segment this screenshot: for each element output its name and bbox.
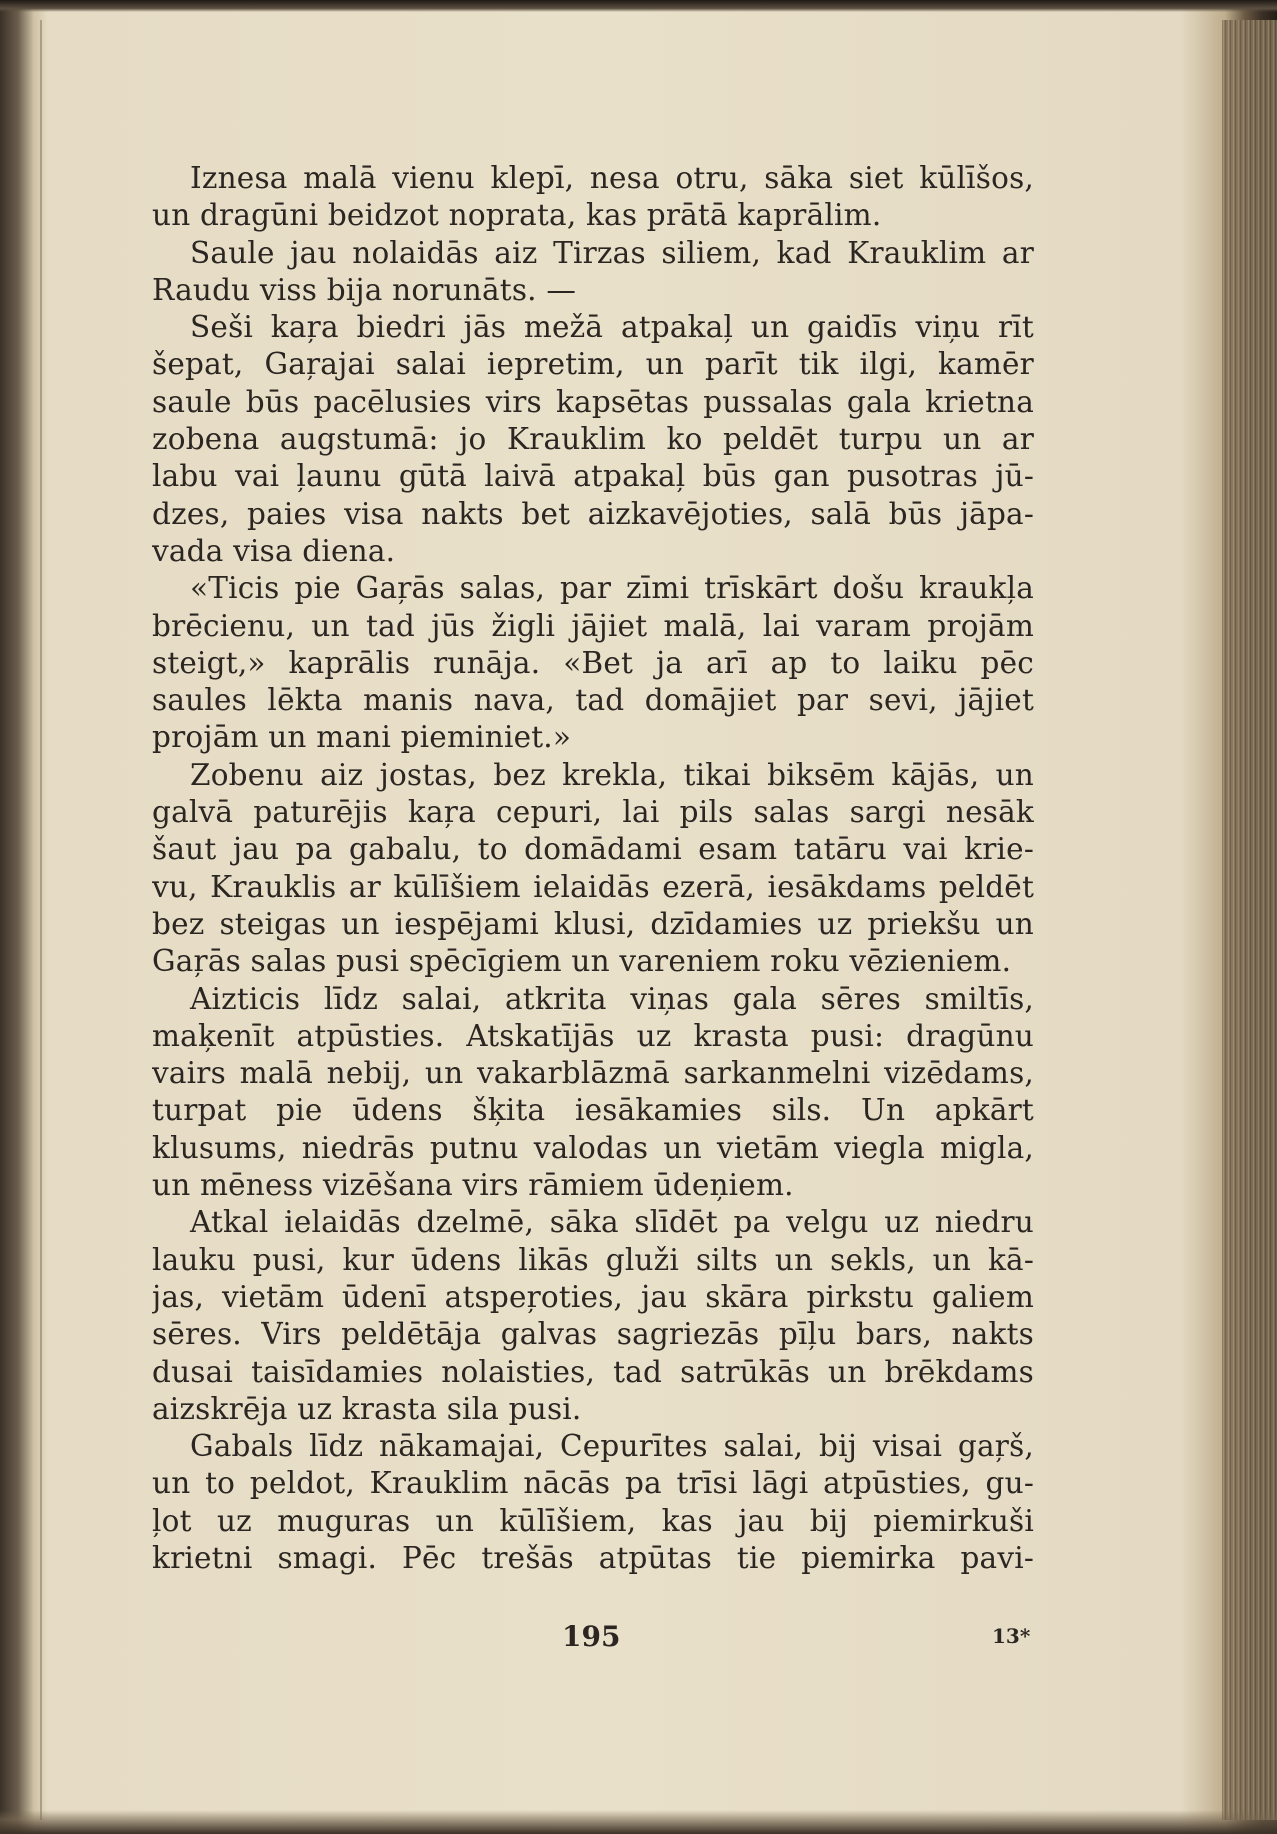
text-line: vu, Krauklis ar kūlīšiem ielaidās ezerā, iesākdams peldēt [152,869,1034,904]
text-line: ļot uz muguras un kūlīšiem, kas jau bij piemirkuši [152,1503,1034,1538]
text-line: un to peldot, Krauklim nācās pa trīsi lāgi atpūsties, gu- [152,1466,1034,1501]
text-line: brēcienu, un tad jūs žigli jājiet malā, lai varam projām [152,608,1034,643]
text-line: steigt,» kaprālis runāja. «Bet ja arī ap to laiku pēc [152,645,1034,680]
text-line: Iznesa malā vienu klepī, nesa otru, sāka siet kūlīšos, [190,161,1034,195]
text-line: aizskrēja uz krasta sila pusi. [152,1391,582,1426]
text-line: dzes, paies visa nakts bet aizkavējoties, salā būs jāpa- [152,496,1034,531]
text-line: turpat pie ūdens šķita iesākamies sils. Un apkārt [152,1093,1034,1128]
text-line: jas, vietām ūdenī atspeŗoties, jau skāra pirkstu galiem [152,1279,1034,1314]
text-line: bez steigas un iespējami klusi, dzīdamies uz priekšu un [152,906,1034,941]
text-line: zobena augstumā: jo Krauklim ko peldēt turpu un ar [152,422,1034,457]
text-line: maķenīt atpūsties. Atskatījās uz krasta pusi: dragūnu [152,1018,1034,1053]
text-line: projām un mani pieminiet.» [152,720,572,755]
text-line: šepat, Gaŗajai salai iepretim, un parīt tik ilgi, kamēr [152,347,1034,382]
text-line: saule būs pacēlusies virs kapsētas pussalas gala krietna [152,384,1034,419]
text-line: Gabals līdz nākamajai, Cepurītes salai, bij visai gaŗš, [190,1429,1034,1464]
text-line: lauku pusi, kur ūdens likās gluži silts un sekls, un kā- [152,1242,1034,1277]
text-line: sēres. Virs peldētāja galvas sagriezās pīļu bars, nakts [152,1317,1034,1352]
page-bottom-edge [0,1810,1277,1834]
text-line: dusai taisīdamies nolaisties, tad satrūkās un brēkdams [152,1354,1034,1389]
text-line: un mēness vizēšana virs rāmiem ūdeņiem. [152,1168,794,1203]
text-line: Gaŗās salas pusi spēcīgiem un vareniem roku vēzieniem. [152,944,1012,979]
binding-gutter-line [40,20,42,1820]
text-line: Atkal ielaidās dzelmē, sāka slīdēt pa velgu uz niedru [190,1205,1034,1240]
text-line: galvā paturējis kaŗa cepuri, lai pils salas sargi nesāk [152,795,1034,830]
text-line: «Ticis pie Gaŗās salas, par zīmi trīskārt došu kraukļa [190,571,1034,606]
text-line: klusums, niedrās putnu valodas un vietām viegla migla, [152,1130,1034,1165]
text-line: labu vai ļaunu gūtā laivā atpakaļ būs gan pusotras jū- [152,459,1034,494]
text-line: vada visa diena. [152,533,396,568]
text-line: šaut jau pa gabalu, to domādami esam tatāru vai krie- [152,832,1034,867]
text-line: Saule jau nolaidās aiz Tirzas siliem, kad Krauklim ar [190,235,1034,270]
text-line: Raudu viss bija norunāts. — [152,272,577,307]
text-line: krietni smagi. Pēc trešās atpūtas tie piemirka pavi- [152,1540,1034,1575]
text-line: saules lēkta manis nava, tad domājiet par sevi, jājiet [152,683,1034,718]
text-line: Aizticis līdz salai, atkrita viņas gala sēres smiltīs, [190,981,1034,1016]
page-top-edge [0,0,1277,12]
body-text [152,160,1034,1577]
text-line: vairs malā nebij, un vakarblāzmā sarkanmelni vizēdams, [152,1056,1034,1091]
signature-mark: 13* [992,1624,1031,1648]
text-line: un dragūni beidzot noprata, kas prātā kaprālim. [152,198,882,233]
page-number: 195 [562,1620,621,1653]
page-stack-edge [1222,20,1277,1820]
text-line: Seši kaŗa biedri jās mežā atpakaļ un gaidīs viņu rīt [190,310,1034,345]
text-line: Zobenu aiz jostas, bez krekla, tikai biksēm kājās, un [190,757,1034,792]
